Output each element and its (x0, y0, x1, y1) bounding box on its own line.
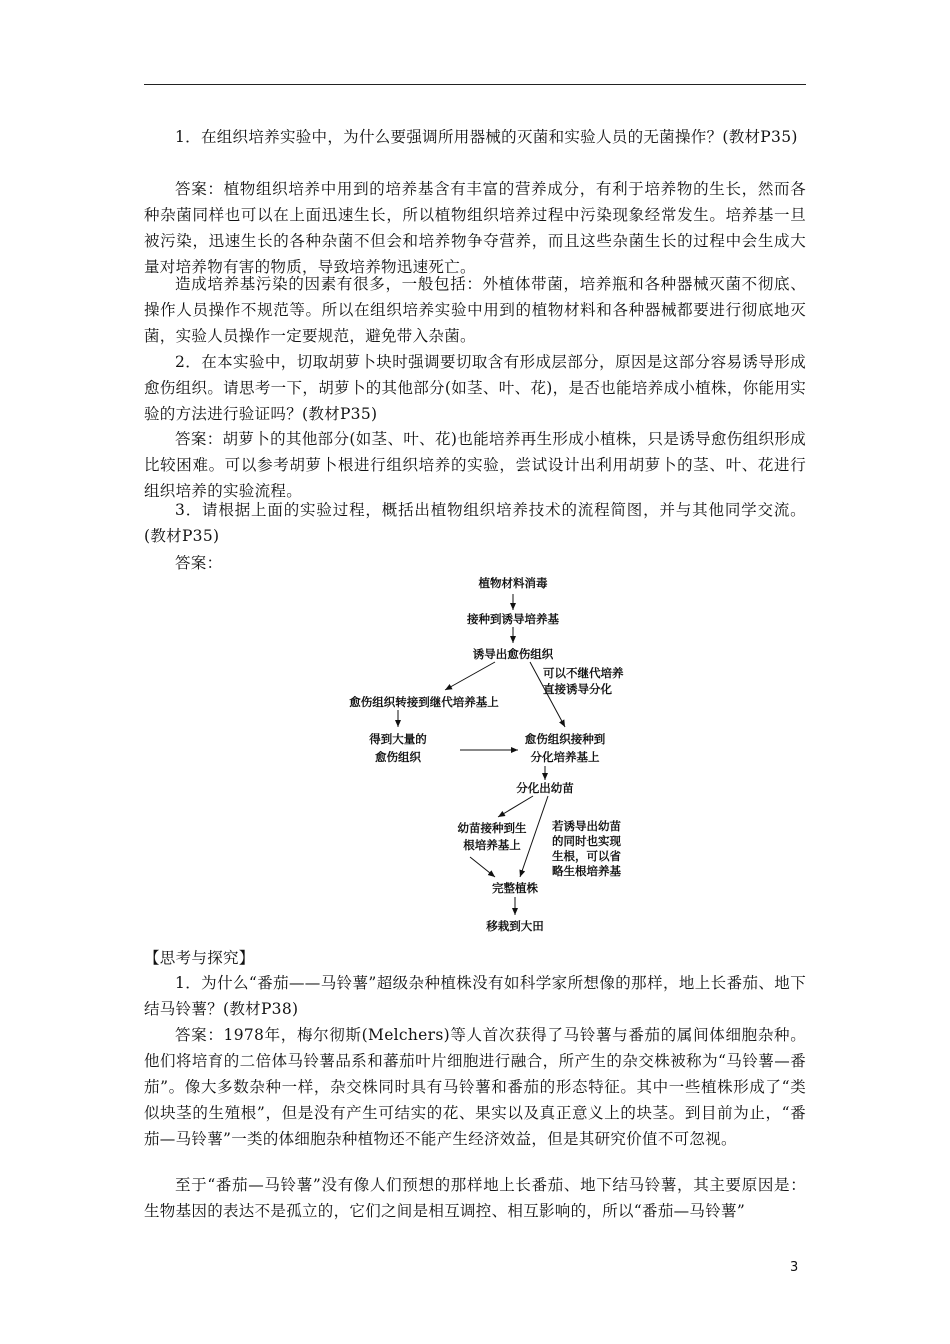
answer-4: 答案：1978年，梅尔彻斯(Melchers)等人首次获得了马铃薯与番茄的属间体细胞杂种。他们将培育的二倍体马铃薯品系和蕃茄叶片细胞进行融合，所产生的杂交株被称为“马铃薯—番茄”。像大多数杂种一样，杂交株同时具有马铃薯和番茄的形态特征。其中一些植株形成了“类似块茎的生殖根”，但是没有产生可结实的花、果实以及真正意义上的块茎。到目前为止，“番茄—马铃薯”一类的体细胞杂种植物还不能产生经济效益，但是其研究价值不可忽视。 (144, 1026, 806, 1148)
flow-note-rooting-line3: 生根，可以省 (552, 849, 621, 863)
flow-note-skip-subculture-line2: 直接诱导分化 (543, 682, 612, 696)
answer-2: 答案：胡萝卜的其他部分(如茎、叶、花)也能培养再生形成小植株，只是诱导愈伤组织形成比较困难。可以参考胡萝卜根进行组织培养的实验，尝试设计出利用胡萝卜的茎、叶、花进行组织培养的实验流程。 (144, 430, 806, 500)
flow-node-rooting-line2: 根培养基上 (463, 838, 521, 852)
tissue-culture-flowchart (330, 572, 650, 942)
flow-node-disinfect: 植物材料消毒 (478, 576, 548, 590)
page-number: 3 (790, 1260, 799, 1275)
flow-node-whole-plant: 完整植株 (492, 881, 538, 895)
flow-node-induce-callus: 诱导出愈伤组织 (472, 647, 554, 661)
flow-note-rooting-line1: 若诱导出幼苗 (552, 819, 621, 833)
flow-note-rooting-line4: 略生根培养基 (552, 864, 621, 878)
arrow-8-9 (470, 857, 495, 877)
flow-node-rooting-line1: 幼苗接种到生 (457, 821, 527, 835)
flow-note-skip-subculture-line1: 可以不继代培养 (543, 666, 624, 680)
arrow-7-8 (498, 796, 533, 817)
answer-3-label: 答案： (175, 554, 223, 572)
section-title: 【思考与探究】 (144, 949, 255, 967)
question-2: 2．在本实验中，切取胡萝卜块时强调要切取含有形成层部分，原因是这部分容易诱导形成愈伤组织。请思考一下，胡萝卜的其他部分(如茎、叶、花)，是否也能培养成小植株，你能用实验的方法进行验证吗？(教材P35) (144, 353, 806, 423)
answer-4-continued: 至于“番茄—马铃薯”没有像人们预想的那样地上长番茄、地下结马铃薯，其主要原因是：生物基因的表达不是孤立的，它们之间是相互调控、相互影响的，所以“番茄—马铃薯” (144, 1176, 806, 1220)
arrow-7-9 (520, 796, 548, 877)
flow-node-subculture: 愈伤组织转接到继代培养基上 (349, 695, 499, 709)
question-1: 1．在组织培养实验中，为什么要强调所用器械的灭菌和实验人员的无菌操作？(教材P35) (175, 128, 798, 146)
arrow-3-4 (445, 662, 495, 690)
question-4: 1．为什么“番茄——马铃薯”超级杂种植株没有如科学家所想像的那样，地上长番茄、地下结马铃薯？(教材P38) (144, 974, 806, 1018)
flow-node-differentiation-line2: 分化培养基上 (530, 750, 600, 764)
flow-node-differentiation-line1: 愈伤组织接种到 (524, 732, 606, 746)
flow-note-rooting-line2: 的同时也实现 (552, 834, 621, 848)
flow-node-transplant: 移栽到大田 (486, 919, 544, 933)
answer-1-continued: 造成培养基污染的因素有很多，一般包括：外植体带菌，培养瓶和各种器械灭菌不彻底、操作人员操作不规范等。所以在组织培养实验中用到的植物材料和各种器械都要进行彻底地灭菌，实验人员操作一定要规范，避免带入杂菌。 (144, 275, 806, 345)
question-3: 3．请根据上面的实验过程，概括出植物组织培养技术的流程简图，并与其他同学交流。(教材P35) (144, 501, 806, 545)
flow-node-mass-callus-line1: 得到大量的 (369, 732, 427, 746)
flow-node-seedling: 分化出幼苗 (516, 781, 574, 795)
flow-node-mass-callus-line2: 愈伤组织 (375, 750, 421, 764)
flow-node-inoculate-induction: 接种到诱导培养基 (467, 612, 559, 626)
header-rule (144, 84, 806, 85)
answer-1: 答案：植物组织培养中用到的培养基含有丰富的营养成分，有利于培养物的生长，然而各种杂菌同样也可以在上面迅速生长，所以植物组织培养过程中污染现象经常发生。培养基一旦被污染，迅速生长的各种杂菌不但会和培养物争夺营养，而且这些杂菌生长的过程中会生成大量对培养物有害的物质，导致培养物迅速死亡。 (144, 180, 806, 276)
